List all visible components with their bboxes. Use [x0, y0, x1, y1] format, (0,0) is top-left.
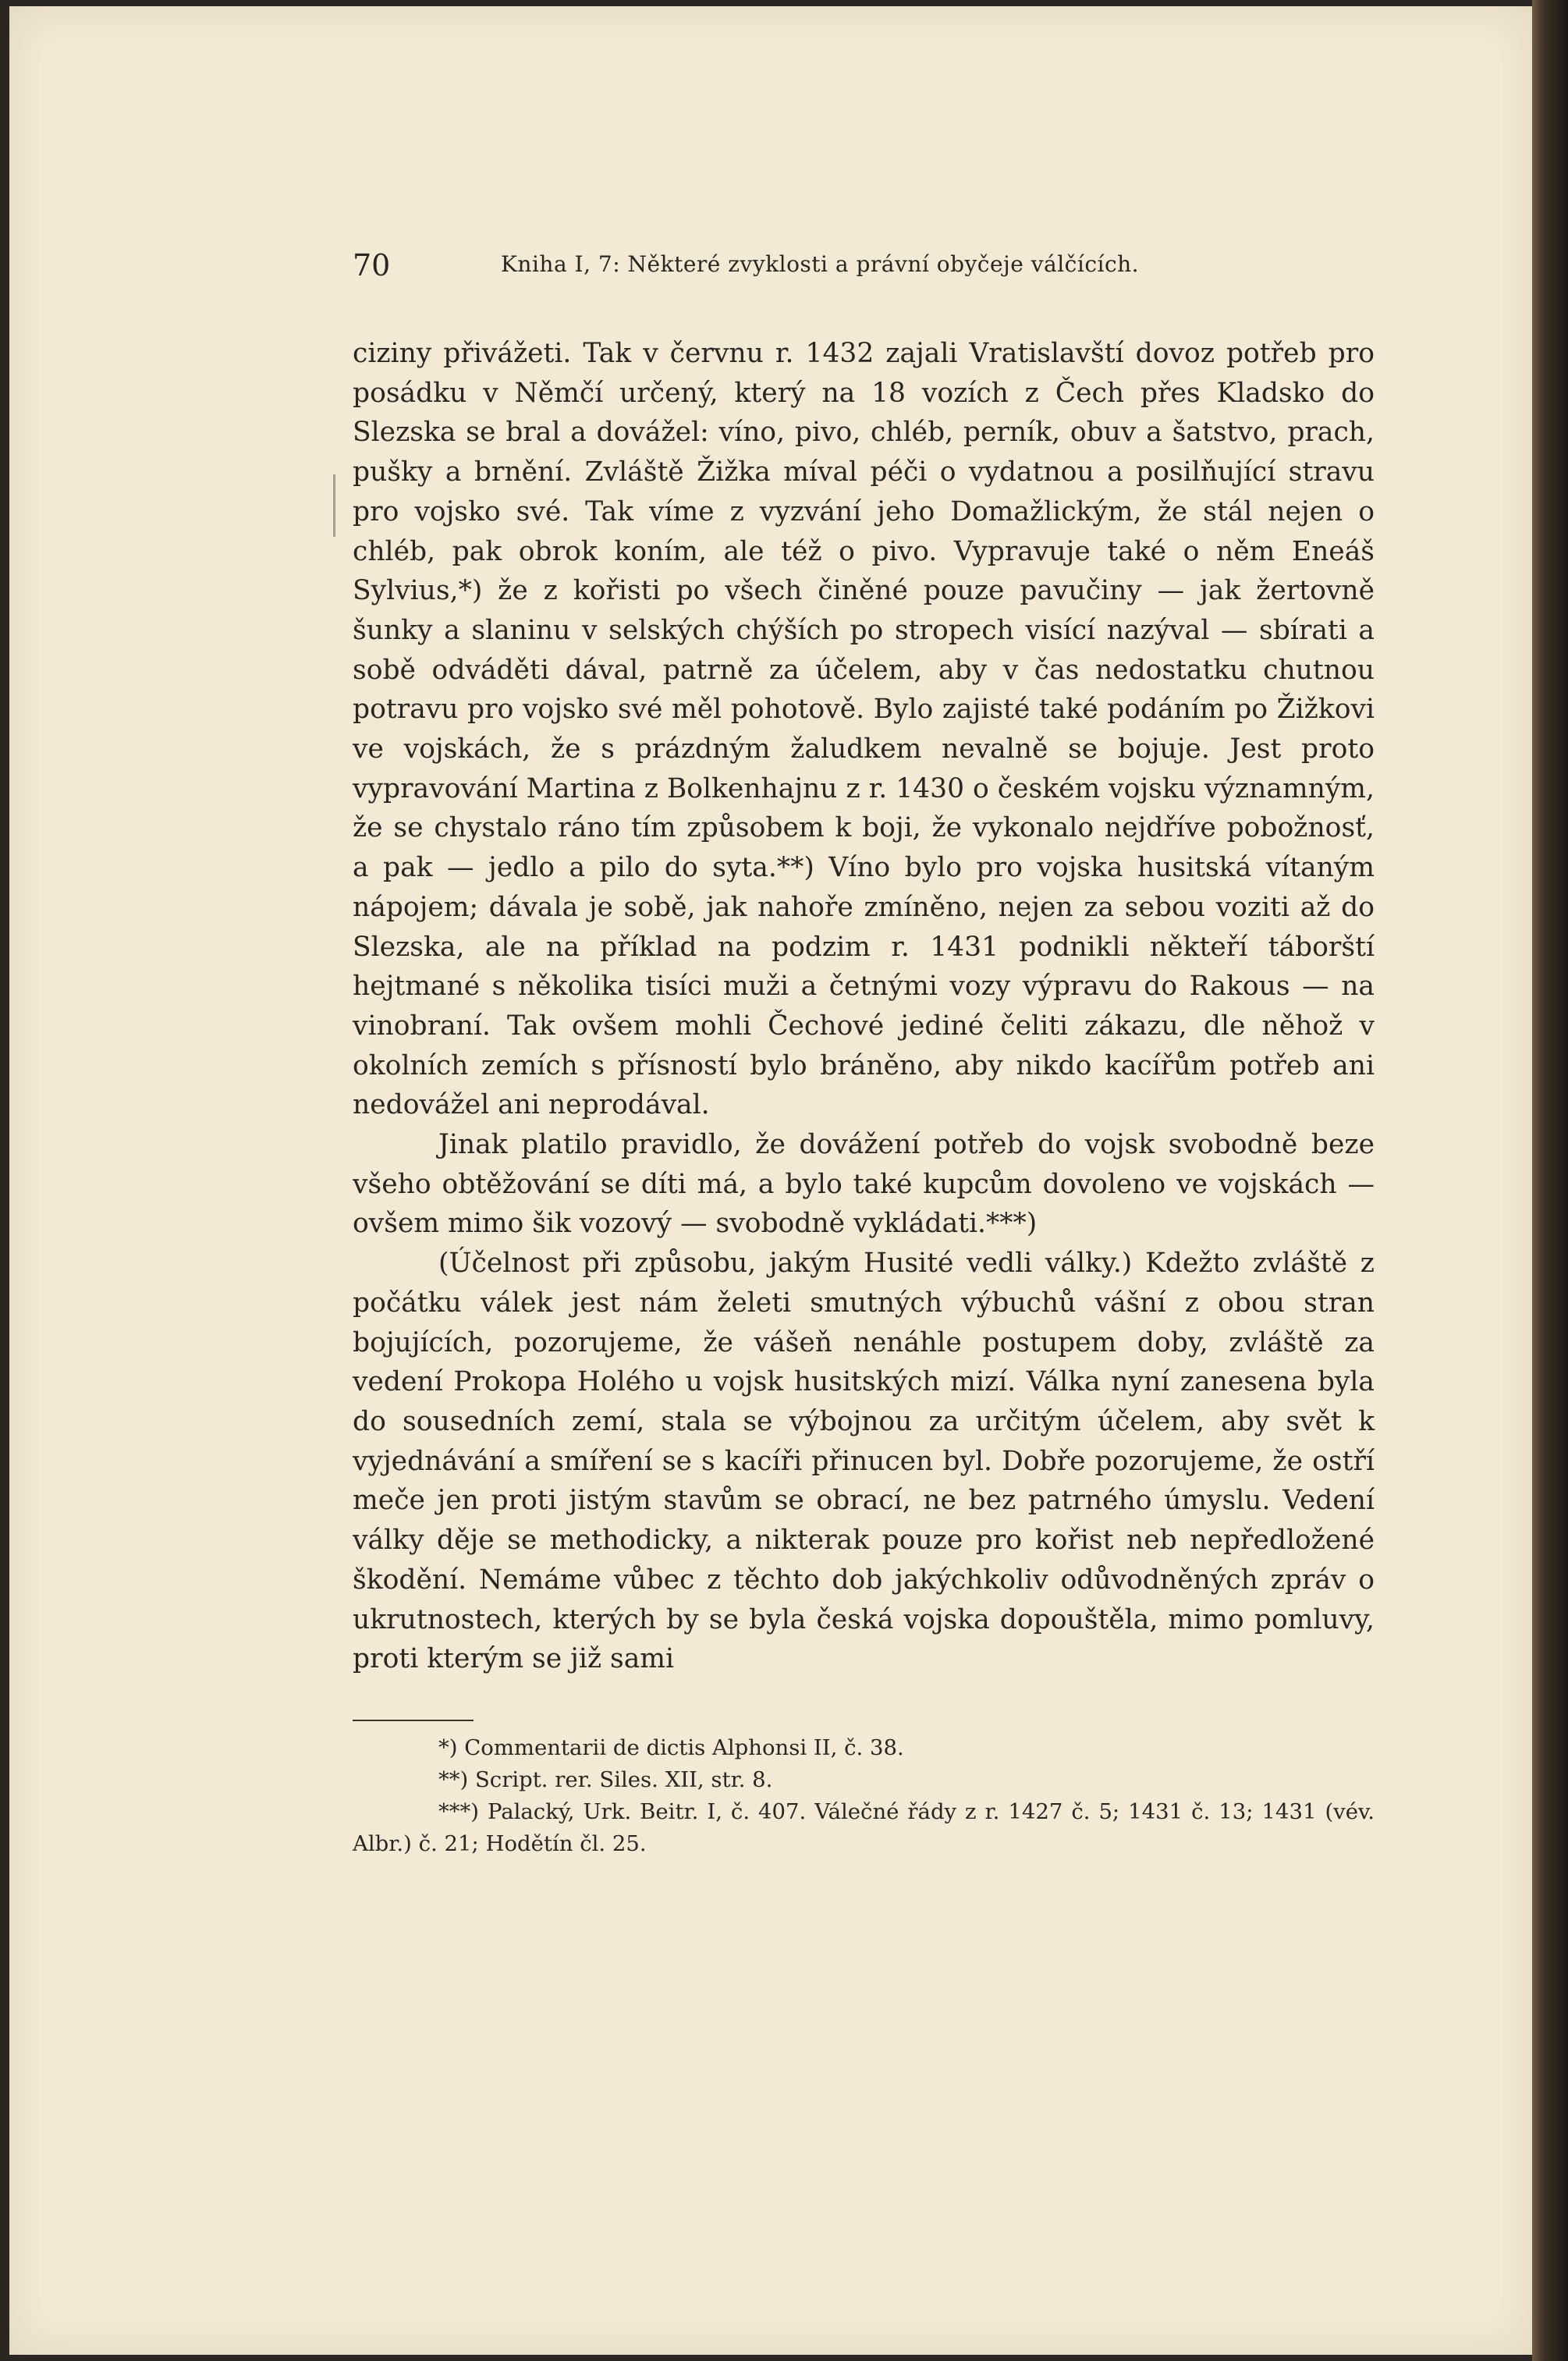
page-number: 70	[353, 248, 391, 282]
footnotes	[353, 1732, 1375, 1860]
running-title: Kniha I, 7: Některé zvyklosti a právní obyčeje válčících.	[501, 251, 1140, 277]
book-binding-edge	[1532, 0, 1568, 2361]
page-header	[353, 240, 1375, 287]
footnote-rule	[353, 1720, 474, 1721]
paragraph-2: Jinak platilo pravidlo, že dovážení potřeb do vojsk svobodně beze všeho obtěžování se díti má, a bylo také kupcům dovoleno ve vojskách — ovšem mimo šik vozový — svobodně vykládati.***)	[353, 1129, 1375, 1240]
paragraph-3: (Účelnost při způsobu, jakým Husité vedli války.) Kdežto zvláště z počátku válek jest nám želeti smutných výbuchů vášní z obou stran bojujících, pozorujeme, že vášeň nenáhle postupem doby, zvláště za vedení Prokopa Holého u vojsk husitských mizí. Válka nyní zanesena byla do sousedních zemí, stala se výbojnou za určitým účelem, aby svět k vyjednávání a smíření se s kacíři přinucen byl. Dobře pozorujeme, že ostří meče jen proti jistým stavům se obrací, ne bez patrného úmyslu. Vedení války děje se methodicky, a nikterak pouze pro kořist neb nepředložené škodění. Nemáme vůbec z těchto dob jakýchkoliv odůvodněných zpráv o ukrutnostech, kterých by se byla česká vojska dopouštěla, mimo pomluvy, proti kterým se již sami	[353, 1248, 1375, 1675]
body-text	[353, 334, 1375, 1679]
footnote-1: *) Commentarii de dictis Alphonsi II, č. 38.	[438, 1734, 904, 1760]
text-block	[353, 240, 1375, 1860]
margin-pencil-mark	[333, 474, 335, 537]
footnote-2: **) Script. rer. Siles. XII, str. 8.	[438, 1766, 773, 1792]
paragraph-1: ciziny přivážeti. Tak v červnu r. 1432 zajali Vratislavští dovoz potřeb pro posádku v Němčí určený, který na 18 vozích z Čech přes Kladsko do Slezska se bral a dovážel: víno, pivo, chléb, perník, obuv a šatstvo, prach, pušky a brnění. Zvláště Žižka míval péči o vydatnou a posilňující stravu pro vojsko své. Tak víme z vyzvání jeho Domažlickým, že stál nejen o chléb, pak obrok koním, ale též o pivo. Vypravuje také o něm Eneáš Sylvius,*) že z kořisti po všech činěné pouze pavučiny — jak žertovně šunky a slaninu v selských chýších po stropech visící nazýval — sbírati a sobě odváděti dával, patrně za účelem, aby v čas nedostatku chutnou potravu pro vojsko své měl pohotově. Bylo zajisté také podáním po Žižkovi ve vojskách, že s prázdným žaludkem nevalně se bojuje. Jest proto vypravování Martina z Bolkenhajnu z r. 1430 o českém vojsku významným, že se chystalo ráno tím způsobem k boji, že vykonalo nejdříve pobožnosť, a pak — jedlo a pilo do syta.**) Víno bylo pro vojska husitská vítaným nápojem; dávala je sobě, jak nahoře zmíněno, nejen za sebou voziti až do Slezska, ale na příklad na podzim r. 1431 podnikli někteří táborští hejtmané s několika tisíci muži a četnými vozy výpravu do Rakous — na vinobraní. Tak ovšem mohli Čechové jediné čeliti zákazu, dle něhož v okolních zemích s přísností bylo bráněno, aby nikdo kacířům potřeb ani nedovážel ani neprodával.	[353, 338, 1375, 1121]
footnote-3: ***) Palacký, Urk. Beitr. I, č. 407. Válečné řády z r. 1427 č. 5; 1431 č. 13; 1431 (vév. Albr.) č. 21; Hodětín čl. 25.	[353, 1798, 1375, 1856]
book-page	[9, 6, 1532, 2355]
